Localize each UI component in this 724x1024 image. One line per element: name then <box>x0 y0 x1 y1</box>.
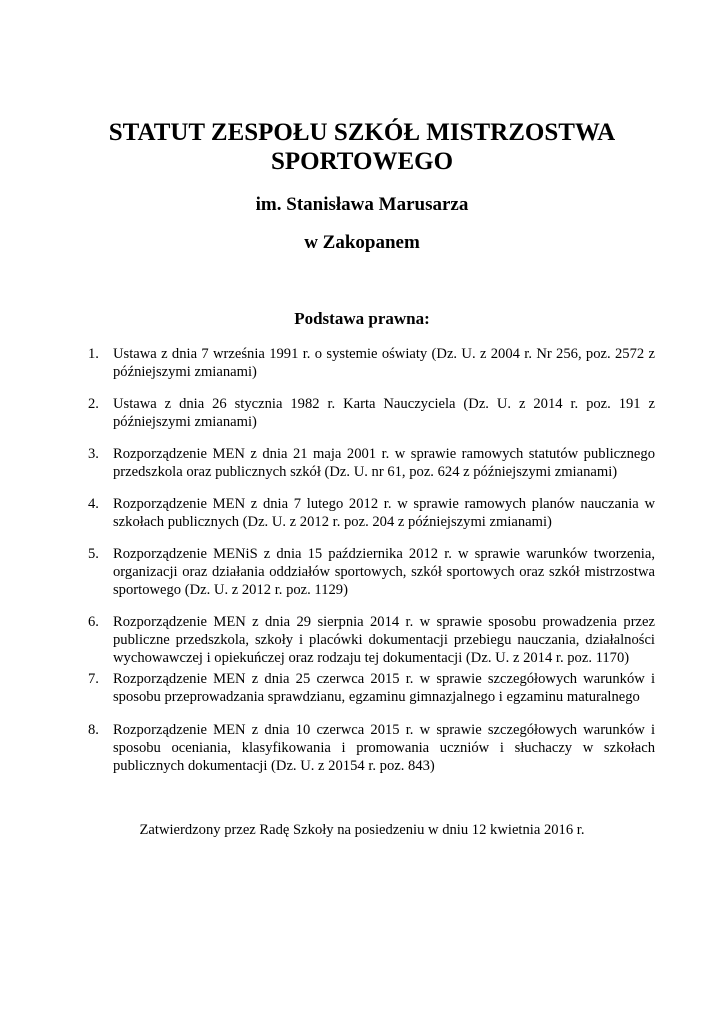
school-location: w Zakopanem <box>304 232 420 253</box>
legal-basis-item-text: Rozporządzenie MEN z dnia 25 czerwca 2015 r. w sprawie szczegółowych warunków i sposobu przeprowadzania sprawdzianu, egzaminu gimnazjalnego i egzaminu maturalnego <box>113 671 655 705</box>
legal-basis-heading: Podstawa prawna: <box>294 309 430 328</box>
legal-basis-item-text: Rozporządzenie MENiS z dnia 15 października 2012 r. w sprawie warunków tworzenia, organizacji oraz działania oddziałów sportowych, szkół sportowych oraz szkół mistrzostwa sportowego (Dz. U. z 2012 r. poz. 1129) <box>113 546 655 598</box>
legal-basis-item <box>88 721 655 775</box>
legal-basis-item <box>88 445 655 481</box>
legal-basis-item-text: Ustawa z dnia 7 września 1991 r. o systemie oświaty (Dz. U. z 2004 r. Nr 256, poz. 2572 z późniejszymi zmianami) <box>113 346 655 380</box>
legal-basis-item-number: 5. <box>88 546 99 562</box>
legal-basis-item <box>88 395 655 431</box>
legal-basis-item-number: 3. <box>88 446 99 462</box>
legal-basis-item-number: 7. <box>88 671 99 687</box>
school-patron: im. Stanisława Marusarza <box>255 194 469 215</box>
legal-basis-item-number: 2. <box>88 396 99 412</box>
approval-note: Zatwierdzony przez Radę Szkoły na posiedzeniu w dniu 12 kwietnia 2016 r. <box>139 822 585 838</box>
legal-basis-item-text: Rozporządzenie MEN z dnia 29 sierpnia 2014 r. w sprawie sposobu prowadzenia przez publiczne przedszkola, szkoły i placówki dokumentacji przebiegu nauczania, działalności wychowawczej i opiekuńczej oraz rodzaju tej dokumentacji (Dz. U. z 2014 r. poz. 1170) <box>113 614 655 666</box>
legal-basis-item <box>88 495 655 531</box>
legal-basis-item-number: 1. <box>88 346 99 362</box>
legal-basis-item <box>88 670 655 706</box>
legal-basis-item-text: Rozporządzenie MEN z dnia 21 maja 2001 r. w sprawie ramowych statutów publicznego przedszkola oraz publicznych szkół (Dz. U. nr 61, poz. 624 z późniejszymi zmianami) <box>113 446 655 480</box>
legal-basis-item <box>88 345 655 381</box>
legal-basis-item-number: 6. <box>88 614 99 630</box>
legal-basis-item <box>88 545 655 599</box>
legal-basis-item-text: Rozporządzenie MEN z dnia 7 lutego 2012 r. w sprawie ramowych planów nauczania w szkołach publicznych (Dz. U. z 2012 r. poz. 204 z późniejszymi zmianami) <box>113 496 655 530</box>
legal-basis-item-text: Rozporządzenie MEN z dnia 10 czerwca 2015 r. w sprawie szczegółowych warunków i sposobu oceniania, klasyfikowania i promowania uczniów i słuchaczy w szkołach publicznych dokumentacji (Dz. U. z 20154 r. poz. 843) <box>113 722 655 774</box>
legal-basis-item <box>88 613 655 667</box>
legal-basis-item-number: 8. <box>88 722 99 738</box>
legal-basis-item-text: Ustawa z dnia 26 stycznia 1982 r. Karta Nauczyciela (Dz. U. z 2014 r. poz. 191 z późniejszymi zmianami) <box>113 396 655 430</box>
document-title: STATUT ZESPOŁU SZKÓŁ MISTRZOSTWA SPORTOWEGO <box>108 119 616 175</box>
legal-basis-item-number: 4. <box>88 496 99 512</box>
